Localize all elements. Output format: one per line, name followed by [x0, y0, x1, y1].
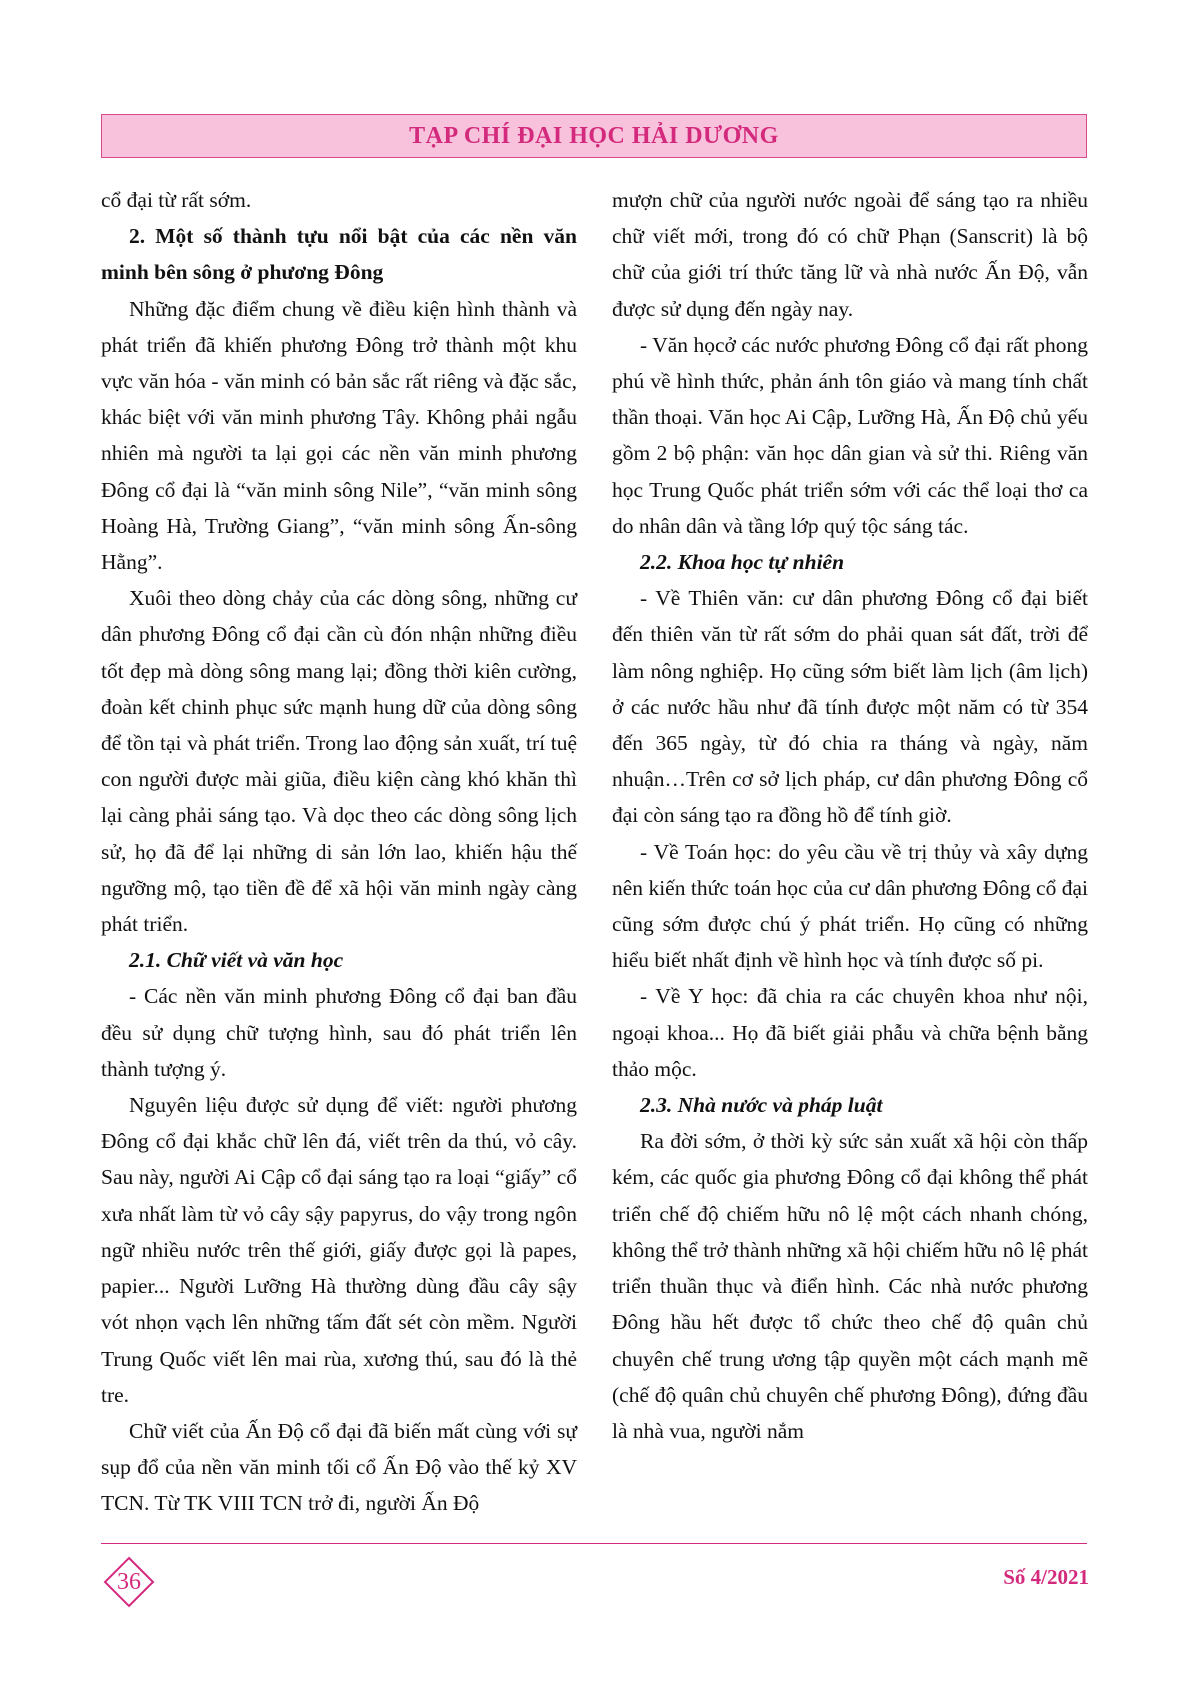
- paragraph: Chữ viết của Ấn Độ cổ đại đã biến mất cùng với sự sụp đổ của nền văn minh tối cổ Ấn Độ vào thế kỷ XV TCN. Từ TK VIII TCN trở đi, người Ấn Độ: [101, 1418, 577, 1516]
- subsection-heading: 2.1. Chữ viết và văn học: [129, 948, 344, 973]
- paragraph: - Về Thiên văn: cư dân phương Đông cổ đại biết đến thiên văn từ rất sớm do phải quan sát đất, trời để làm nông nghiệp. Họ cũng sớm biết làm lịch (âm lịch) ở các nước hầu như đã tính được một năm có từ 354 đến 365 ngày, từ đó chia ra tháng và ngày, năm nhuận…Trên cơ sở lịch pháp, cư dân phương Đông cổ đại còn sáng tạo ra đồng hồ để tính giờ.: [612, 586, 1088, 828]
- left-column: [101, 182, 577, 1522]
- subsection-heading: 2.2. Khoa học tự nhiên: [640, 550, 845, 575]
- page-number: 36: [117, 1569, 141, 1595]
- paragraph: - Về Toán học: do yêu cầu về trị thủy và xây dựng nên kiến thức toán học của cư dân phương Đông cổ đại cũng sớm được chú ý phát triển. Họ cũng có những hiểu biết nhất định về hình học và tính được số pi.: [612, 839, 1088, 973]
- section-heading: 2. Một số thành tựu nổi bật của các nền văn minh bên sông ở phương Đông: [101, 224, 577, 285]
- paragraph: mượn chữ của người nước ngoài để sáng tạo ra nhiều chữ viết mới, trong đó có chữ Phạn (Sanscrit) là bộ chữ của giới trí thức tăng lữ và nhà nước Ấn Độ, vẫn được sử dụng đến ngày nay.: [612, 188, 1088, 321]
- paragraph: Xuôi theo dòng chảy của các dòng sông, những cư dân phương Đông cổ đại cần cù đón nhận những điều tốt đẹp mà dòng sông mang lại; đồng thời kiên cường, đoàn kết chinh phục sức mạnh hung dữ của dòng sông để tồn tại và phát triển. Trong lao động sản xuất, trí tuệ con người được mài giũa, điều kiện càng khó khăn thì lại càng phải sáng tạo. Và dọc theo các dòng sông lịch sử, họ đã để lại những di sản lớn lao, khiến hậu thế ngưỡng mộ, tạo tiền đề để xã hội văn minh ngày càng phát triển.: [101, 586, 577, 937]
- subsection-heading: 2.3. Nhà nước và pháp luật: [640, 1093, 883, 1118]
- paragraph: Nguyên liệu được sử dụng để viết: người phương Đông cổ đại khắc chữ lên đá, viết trên da thú, vỏ cây. Sau này, người Ai Cập cổ đại sáng tạo ra loại “giấy” cổ xưa nhất làm từ vỏ cây sậy papyrus, do vậy trong ngôn ngữ nhiều nước trên thế giới, giấy được gọi là papes, papier... Người Lưỡng Hà thường dùng đầu cây sậy vót nhọn vạch lên những tấm đất sét còn mềm. Người Trung Quốc viết lên mai rùa, xương thú, sau đó là thẻ tre.: [101, 1093, 577, 1407]
- issue-number: Số 4/2021: [1003, 1565, 1089, 1589]
- paragraph: - Các nền văn minh phương Đông cổ đại ban đầu đều sử dụng chữ tượng hình, sau đó phát triển lên thành tượng ý.: [101, 984, 577, 1081]
- paragraph: Những đặc điểm chung về điều kiện hình thành và phát triển đã khiến phương Đông trở thành một khu vực văn hóa - văn minh có bản sắc rất riêng và đặc sắc, khác biệt với văn minh phương Tây. Không phải ngẫu nhiên mà người ta lại gọi các nền văn minh phương Đông cổ đại là “văn minh sông Nile”, “văn minh sông Hoàng Hà, Trường Giang”, “văn minh sông Ấn-sông Hằng”.: [101, 296, 577, 575]
- right-column: [612, 182, 1088, 1449]
- paragraph: Ra đời sớm, ở thời kỳ sức sản xuất xã hội còn thấp kém, các quốc gia phương Đông cổ đại không thể phát triển chế độ chiếm hữu nô lệ một cách nhanh chóng, không thể trở thành những xã hội chiếm hữu nô lệ phát triển thuần thục và điển hình. Các nhà nước phương Đông hầu hết được tổ chức theo chế độ quân chủ chuyên chế trung ương tập quyền một cách mạnh mẽ (chế độ quân chủ chuyên chế phương Đông), đứng đầu là nhà vua, người nắm: [612, 1129, 1088, 1443]
- footer-divider: [101, 1543, 1087, 1544]
- page-number-badge: [103, 1556, 155, 1608]
- journal-title: TẠP CHÍ ĐẠI HỌC HẢI DƯƠNG: [409, 122, 779, 149]
- journal-header: [101, 114, 1087, 158]
- paragraph: - Văn họcở các nước phương Đông cổ đại rất phong phú về hình thức, phản ánh tôn giáo và mang tính chất thần thoại. Văn học Ai Cập, Lưỡng Hà, Ấn Độ chủ yếu gồm 2 bộ phận: văn học dân gian và sử thi. Riêng văn học Trung Quốc phát triển sớm với các thể loại thơ ca do nhân dân và tầng lớp quý tộc sáng tác.: [612, 332, 1088, 538]
- paragraph: cổ đại từ rất sớm.: [101, 188, 252, 212]
- paragraph: - Về Y học: đã chia ra các chuyên khoa như nội, ngoại khoa... Họ đã biết giải phẫu và chữa bệnh bằng thảo mộc.: [612, 984, 1088, 1081]
